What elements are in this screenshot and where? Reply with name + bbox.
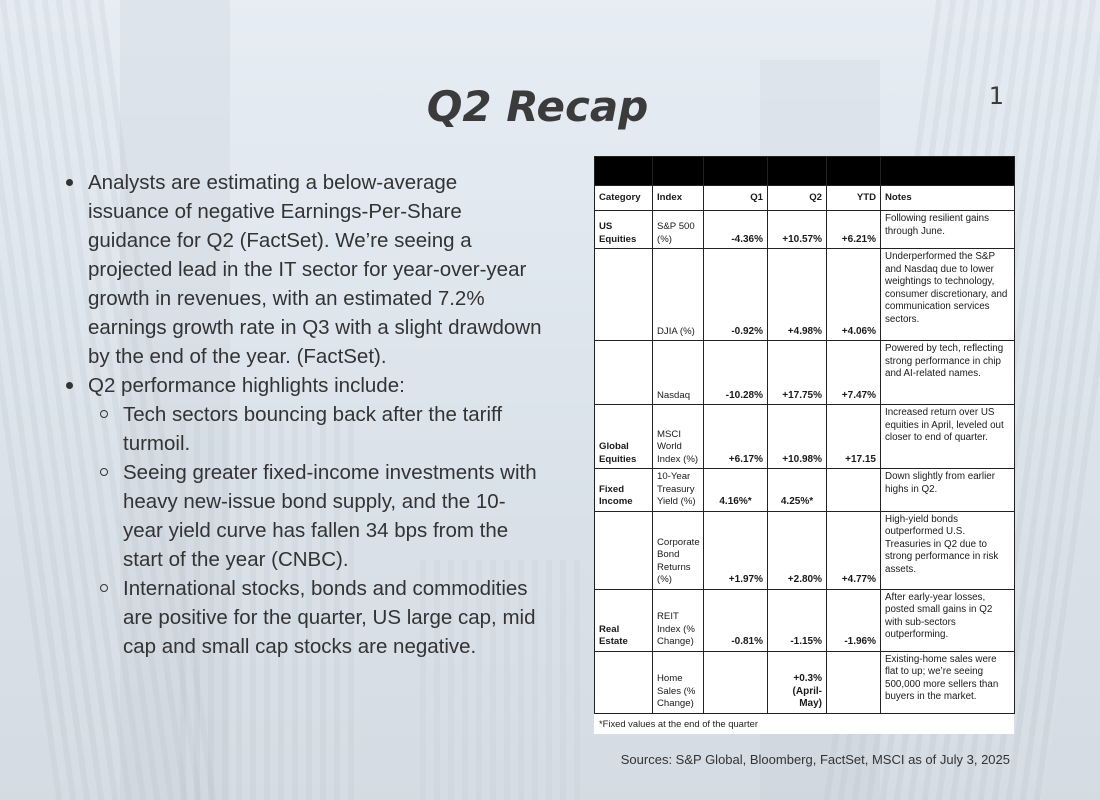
row-q2: 4.25%* <box>768 469 827 512</box>
row-q1: -10.28% <box>704 341 768 405</box>
header-ytd: YTD <box>827 186 881 211</box>
row-category <box>595 511 653 589</box>
sources-note: Sources: S&P Global, Bloomberg, FactSet, MSCI as of July 3, 2025 <box>620 752 1010 767</box>
row-notes: Down slightly from earlier highs in Q2. <box>881 469 1015 512</box>
row-index: S&P 500 (%) <box>653 211 704 249</box>
row-q2: -1.15% <box>768 589 827 651</box>
bullet-item: Analysts are estimating a below-average issuance of negative Earnings-Per-Share guidance for Q2 (FactSet). We’re seeing a projected lead in the IT sector for year-over-year growth in revenues, with an estimated 7.2% earnings growth rate in Q3 with a slight drawdown by the end of the year. (FactSet). <box>62 168 542 371</box>
header-q2: Q2 <box>768 186 827 211</box>
table-row <box>595 589 1015 651</box>
row-category <box>595 341 653 405</box>
row-q1 <box>704 651 768 713</box>
row-q2: +0.3% (April-May) <box>768 651 827 713</box>
table-row <box>595 341 1015 405</box>
slide-title: Q2 Recap <box>426 82 649 131</box>
sub-bullet-item: International stocks, bonds and commodities are positive for the quarter, US large cap, mid cap and small cap stocks are negative. <box>88 574 542 661</box>
row-q2: +10.57% <box>768 211 827 249</box>
row-q2: +10.98% <box>768 405 827 469</box>
row-notes: Underperformed the S&P and Nasdaq due to lower weightings to technology, consumer discretionary, and communication services sectors. <box>881 249 1015 341</box>
row-q1: -0.81% <box>704 589 768 651</box>
row-notes: Increased return over US equities in April, leveled out closer to end of quarter. <box>881 405 1015 469</box>
table-row <box>595 249 1015 341</box>
row-q1: 4.16%* <box>704 469 768 512</box>
row-ytd: +4.77% <box>827 511 881 589</box>
row-category: Real Estate <box>595 589 653 651</box>
row-q2: +2.80% <box>768 511 827 589</box>
sub-bullet-list <box>88 400 542 661</box>
table-header-bar <box>595 157 1015 186</box>
row-ytd: +7.47% <box>827 341 881 405</box>
row-notes: After early-year losses, posted small gains in Q2 with sub-sectors outperforming. <box>881 589 1015 651</box>
table-row <box>595 651 1015 713</box>
row-q1: +6.17% <box>704 405 768 469</box>
header-category: Category <box>595 186 653 211</box>
table-row <box>595 511 1015 589</box>
row-category <box>595 249 653 341</box>
sub-bullet-item: Tech sectors bouncing back after the tariff turmoil. <box>88 400 542 458</box>
header-q1: Q1 <box>704 186 768 211</box>
sub-bullet-item: Seeing greater fixed-income investments with heavy new-issue bond supply, and the 10-year yield curve has fallen 34 bps from the start of the year (CNBC). <box>88 458 542 574</box>
row-q1: +1.97% <box>704 511 768 589</box>
bullet-list <box>62 168 542 661</box>
row-ytd: +17.15 <box>827 405 881 469</box>
row-q1: -0.92% <box>704 249 768 341</box>
row-index: Nasdaq <box>653 341 704 405</box>
row-ytd: +6.21% <box>827 211 881 249</box>
row-index: Home Sales (% Change) <box>653 651 704 713</box>
row-category <box>595 651 653 713</box>
row-index: Corporate Bond Returns (%) <box>653 511 704 589</box>
table-footnote: *Fixed values at the end of the quarter <box>594 714 1014 734</box>
performance-table-panel <box>594 156 1014 734</box>
row-q2: +17.75% <box>768 341 827 405</box>
row-notes: Powered by tech, reflecting strong performance in chip and AI-related names. <box>881 341 1015 405</box>
row-q1: -4.36% <box>704 211 768 249</box>
row-notes: High-yield bonds outperformed U.S. Treasuries in Q2 due to strong performance in risk assets. <box>881 511 1015 589</box>
row-ytd: -1.96% <box>827 589 881 651</box>
row-category: Global Equities <box>595 405 653 469</box>
row-index: DJIA (%) <box>653 249 704 341</box>
bullet-item <box>62 371 542 661</box>
table-header-row <box>595 186 1015 211</box>
performance-table <box>594 156 1015 714</box>
row-ytd: +4.06% <box>827 249 881 341</box>
row-category: US Equities <box>595 211 653 249</box>
row-notes: Following resilient gains through June. <box>881 211 1015 249</box>
row-index: MSCI World Index (%) <box>653 405 704 469</box>
table-row <box>595 469 1015 512</box>
row-notes: Existing-home sales were flat to up; we’re seeing 500,000 more sellers than buyers in the market. <box>881 651 1015 713</box>
bullet-text: Q2 performance highlights include: <box>88 374 405 397</box>
row-index: REIT Index (% Change) <box>653 589 704 651</box>
table-row <box>595 405 1015 469</box>
row-ytd <box>827 469 881 512</box>
header-notes: Notes <box>881 186 1015 211</box>
row-ytd <box>827 651 881 713</box>
row-q2: +4.98% <box>768 249 827 341</box>
header-index: Index <box>653 186 704 211</box>
row-index: 10-Year Treasury Yield (%) <box>653 469 704 512</box>
row-category: Fixed Income <box>595 469 653 512</box>
table-row <box>595 211 1015 249</box>
page-number: 1 <box>988 82 1004 110</box>
